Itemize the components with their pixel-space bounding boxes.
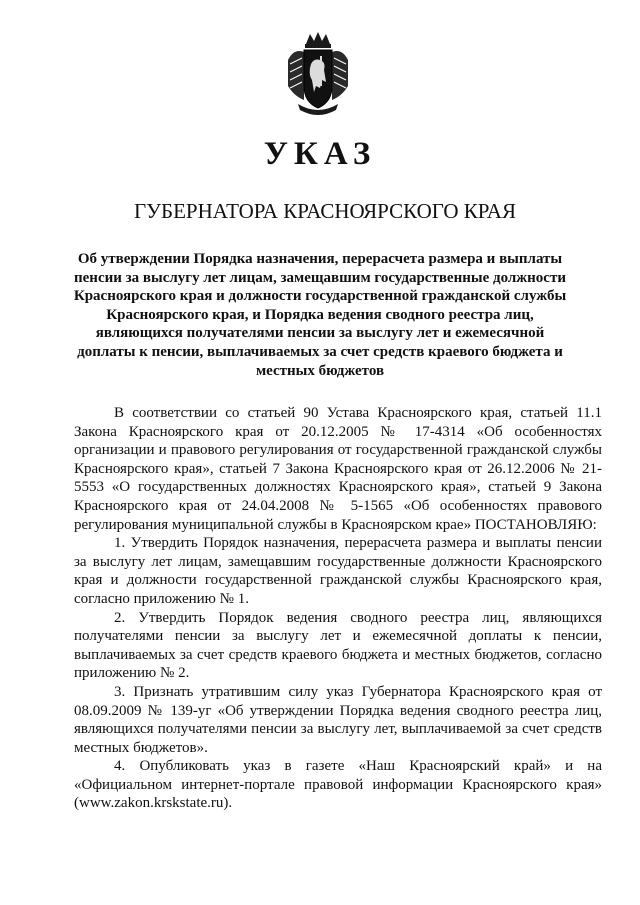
body-paragraph: 2. Утвердить Порядок ведения сводного реестра лиц, являющихся получателями пенсии за выслугу лет и ежемесячной доплаты к пенсии, выплачиваемых за счет средств краевого бюджета и местных бюджетов, согласно приложению № 2. (74, 609, 602, 682)
document-heading: Об утверждении Порядка назначения, перерасчета размера и выплаты пенсии за выслугу лет лицам, замещавшим государственные должности Красноярского края и должности государственной гражданской службы Красноярского края, и Порядка ведения сводного реестра лиц, являющихся получателями пенсии за выслугу лет и ежемесячной доплаты к пенсии, выплачиваемых за счет средств краевого бюджета и местных бюджетов (73, 251, 567, 379)
document-title: УКАЗ (263, 136, 377, 172)
document-subtitle: ГУБЕРНАТОРА КРАСНОЯРСКОГО КРАЯ (134, 199, 516, 223)
document-body (74, 404, 602, 813)
body-paragraph: 3. Признать утратившим силу указ Губернатора Красноярского края от 08.09.2009 № 139-уг «Об утверждении Порядка ведения сводного реестра лиц, являющихся получателями пенсии за выслугу лет, выплачиваемой за счет средств местных бюджетов». (74, 683, 602, 756)
body-paragraph: В соответствии со статьей 90 Устава Красноярского края, статьей 11.1 Закона Красноярского края от 20.12.2005 № 17-4314 «Об особенностях организации и правового регулирования от государственной гражданской службы Красноярского края», статьей 7 Закона Красноярского края от 26.12.2006 № 21-5553 «О государственных должностях Красноярского края», статьей 9 Закона Красноярского края от 24.04.2008 № 5-1565 «Об особенностях правового регулирования муниципальной службы в Красноярском крае» ПОСТАНОВЛЯЮ: (74, 405, 602, 533)
body-paragraph: 4. Опубликовать указ в газете «Наш Красноярский край» и на «Официальном интернет-портале правовой информации Красноярского края» (www.zakon.krskstate.ru). (74, 758, 602, 812)
body-paragraph: 1. Утвердить Порядок назначения, перерасчета размера и выплаты пенсии за выслугу лет лицам, замещавшим государственные должности Красноярского края и должности государственной гражданской службы Красноярского края, согласно приложению № 1. (74, 535, 602, 607)
krasnoyarsk-coat-of-arms-icon (284, 30, 352, 116)
